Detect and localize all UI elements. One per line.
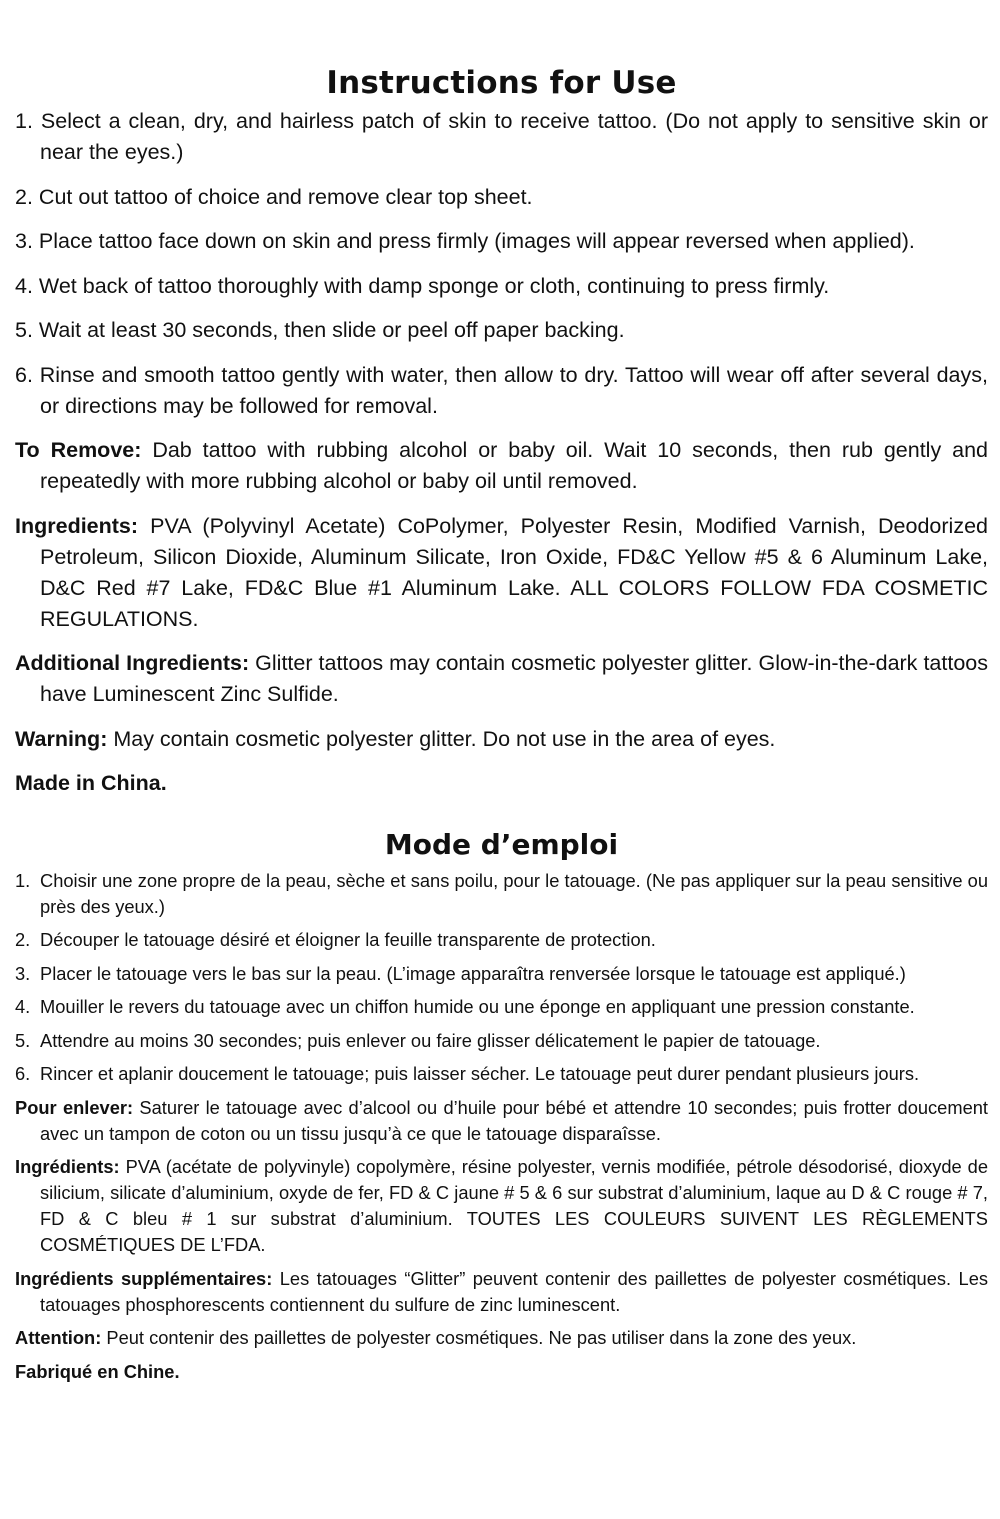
french-step-1: [15, 868, 988, 920]
removal-text: Dab tattoo with rubbing alcohol or baby oil. Wait 10 seconds, then rub gently and repeatedly with more rubbing alcohol or baby oil until removed.: [40, 438, 988, 493]
english-section: [15, 106, 988, 799]
french-removal: [15, 1095, 988, 1147]
english-warning: [15, 724, 988, 755]
french-step-3: [15, 961, 988, 987]
additional-ingredients-text: Les tatouages “Glitter” peuvent contenir des paillettes de polyester cosmétiques. Les tatouages phosphorescents contiennent du sulfure de zinc luminescent.: [40, 1267, 988, 1315]
french-origin: Fabriqué en Chine.: [15, 1360, 180, 1382]
french-section: [15, 868, 988, 1385]
english-step-2: [15, 182, 988, 213]
french-ingredients: [15, 1154, 988, 1258]
step-number: 2.: [15, 184, 33, 209]
ingredients-label: Ingredients:: [15, 513, 139, 538]
english-ingredients: [15, 511, 988, 635]
step-number: 1.: [15, 109, 33, 133]
step-text: Wait at least 30 seconds, then slide or peel off paper backing.: [38, 318, 625, 342]
step-text: Wet back of tattoo thoroughly with damp sponge or cloth, continuing to press firmly.: [38, 273, 830, 298]
step-text: Placer le tatouage vers le bas sur la peau. (L’image apparaîtra renversée lorsque le tatouage est appliqué.): [40, 962, 906, 984]
english-title: Instructions for Use: [326, 65, 677, 101]
english-removal: [15, 435, 988, 497]
step-text: Select a clean, dry, and hairless patch of skin to receive tattoo. (Do not apply to sensitive skin or near the eyes.): [40, 109, 988, 164]
step-number: 1.: [15, 869, 31, 891]
step-number: 3.: [15, 229, 33, 253]
french-additional-ingredients: [15, 1266, 988, 1318]
warning-label: Attention:: [15, 1327, 102, 1348]
step-text: Cut out tattoo of choice and remove clear top sheet.: [38, 184, 533, 209]
step-text: Attendre au moins 30 secondes; puis enlever ou faire glisser délicatement le papier de tatouage.: [40, 1029, 821, 1051]
french-step-5: [15, 1028, 988, 1054]
english-step-6: [15, 360, 988, 422]
ingredients-text: PVA (Polyvinyl Acetate) CoPolymer, Polyester Resin, Modified Varnish, Deodorized Petroleum, Silicon Dioxide, Aluminum Silicate, Iron Oxide, FD&C Yellow #5 & 6 Aluminum Lake, D&C Red #7 Lake, FD&C Blue #1 Aluminum Lake. ALL COLORS FOLLOW FDA COSMETIC REGULATIONS.: [40, 513, 988, 631]
step-number: 5.: [15, 318, 33, 342]
step-number: 3.: [15, 962, 31, 984]
step-text: Rinse and smooth tattoo gently with water, then allow to dry. Tattoo will wear off after several days, or directions may be followed for removal.: [39, 362, 988, 418]
french-step-2: [15, 927, 988, 953]
french-step-6: [15, 1061, 988, 1087]
english-step-4: [15, 271, 988, 302]
additional-ingredients-label: Additional Ingredients:: [15, 651, 250, 675]
ingredients-text: PVA (acétate de polyvinyle) copolymère, résine polyester, vernis modifiée, pétrole désodorisé, dioxyde de silicium, silicate d’aluminium, oxyde de fer, FD & C jaune # 5 & 6 sur substrat d’aluminium, laque au D & C rouge # 7, FD & C bleu # 1 sur substrat d’aluminium. TOUTES LES COULEURS SUIVENT LES RÈGLEMENTS COSMÉTIQUES DE L’FDA.: [40, 1156, 988, 1255]
step-text: Mouiller le revers du tatouage avec un chiffon humide ou une éponge en appliquant une pression constante.: [40, 996, 915, 1017]
step-text: Rincer et aplanir doucement le tatouage; puis laisser sécher. Le tatouage peut durer pendant plusieurs jours.: [40, 1063, 920, 1084]
french-step-4: [15, 994, 988, 1020]
english-step-3: [15, 226, 988, 257]
step-text: Découper le tatouage désiré et éloigner la feuille transparente de protection.: [40, 929, 656, 950]
step-number: 2.: [15, 929, 31, 950]
additional-ingredients-label: Ingrédients supplémentaires:: [15, 1267, 273, 1289]
step-number: 6.: [15, 362, 33, 387]
warning-text: May contain cosmetic polyester glitter. Do not use in the area of eyes.: [113, 726, 776, 751]
step-number: 6.: [15, 1063, 31, 1084]
warning-label: Warning:: [15, 726, 108, 751]
removal-text: Saturer le tatouage avec d’alcool ou d’huile pour bébé et attendre 10 secondes; puis frotter doucement avec un tampon de coton ou un tissu jusqu’à ce que le tatouage disparaîsse.: [40, 1096, 988, 1144]
step-text: Place tattoo face down on skin and press firmly (images will appear reversed when applied).: [38, 229, 915, 253]
english-step-1: [15, 106, 988, 168]
step-text: Choisir une zone propre de la peau, sèche et sans poilu, pour le tatouage. (Ne pas appliquer sur la peau sensitive ou près des yeux.): [40, 869, 988, 917]
step-number: 4.: [15, 996, 31, 1017]
step-number: 4.: [15, 273, 33, 298]
step-number: 5.: [15, 1029, 31, 1051]
french-warning: [15, 1325, 988, 1351]
french-title: Mode d’emploi: [384, 827, 619, 861]
english-step-5: [15, 315, 988, 346]
additional-ingredients-text: Glitter tattoos may contain cosmetic polyester glitter. Glow-in-the-dark tattoos have Luminescent Zinc Sulfide.: [40, 651, 988, 706]
warning-text: Peut contenir des paillettes de polyester cosmétiques. Ne pas utiliser dans la zone des yeux.: [106, 1327, 857, 1348]
removal-label: Pour enlever:: [15, 1096, 134, 1118]
ingredients-label: Ingrédients:: [15, 1156, 120, 1177]
english-additional-ingredients: [15, 648, 988, 710]
english-origin: Made in China.: [15, 771, 167, 795]
removal-label: To Remove:: [15, 438, 142, 462]
